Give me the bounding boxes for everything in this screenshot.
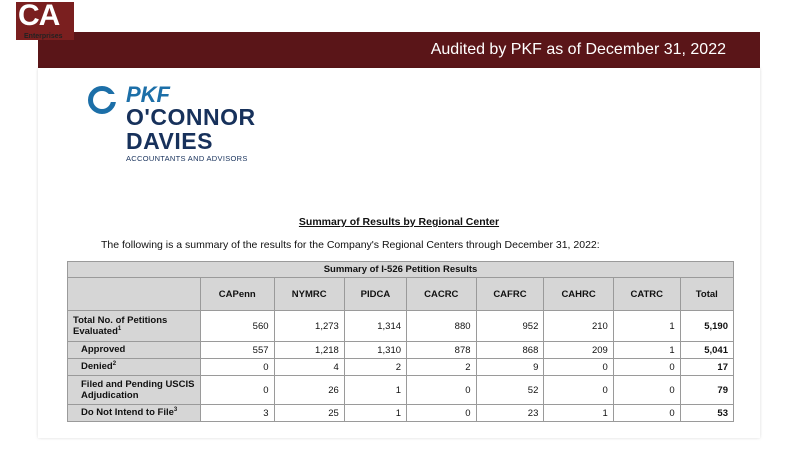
table-cell: 1: [613, 311, 680, 342]
table-row: [68, 405, 734, 422]
table-cell: 0: [613, 376, 680, 405]
table-cell: 0: [407, 405, 476, 422]
table-cell: 0: [613, 359, 680, 376]
column-header: CACRC: [407, 278, 476, 311]
table-cell: 210: [544, 311, 613, 342]
table-cell: 52: [476, 376, 544, 405]
audit-banner: [38, 32, 760, 68]
table-cell: 0: [613, 405, 680, 422]
document-title: Summary of Results by Regional Center: [298, 216, 500, 228]
total-cell: 79: [680, 376, 733, 405]
table-cell: 1: [613, 342, 680, 359]
table-cell: 878: [407, 342, 476, 359]
table-cell: 9: [476, 359, 544, 376]
table-cell: 1: [344, 405, 406, 422]
ca-logo-letters: CA: [18, 0, 60, 32]
table-cell: 209: [544, 342, 613, 359]
row-label: Denied$^2$: [68, 359, 201, 376]
ca-logo-subtitle: Enterprises: [24, 33, 63, 40]
table-cell: 880: [407, 311, 476, 342]
table-cell: 1,273: [274, 311, 344, 342]
total-cell: 53: [680, 405, 733, 422]
table-cell: 2: [407, 359, 476, 376]
table-cell: 0: [201, 376, 275, 405]
table-cell: 1: [544, 405, 613, 422]
table-row: [68, 359, 734, 376]
oconnor-wordmark: O'CONNOR: [126, 104, 256, 130]
table-cell: 557: [201, 342, 275, 359]
audit-banner-text: Audited by PKF as of December 31, 2022: [430, 41, 726, 58]
table-row: [68, 311, 734, 342]
table-cell: 3: [201, 405, 275, 422]
table-cell: 0: [201, 359, 275, 376]
table-cell: 0: [544, 359, 613, 376]
table-cell: 23: [476, 405, 544, 422]
table-cell: 1,314: [344, 311, 406, 342]
table-cell: 0: [544, 376, 613, 405]
column-header: NYMRC: [274, 278, 344, 311]
table-cell: 26: [274, 376, 344, 405]
pkf-oconnor-davies-logo: [86, 82, 276, 162]
column-header: CAFRC: [476, 278, 544, 311]
table-cell: 25: [274, 405, 344, 422]
davies-wordmark: DAVIES: [126, 128, 213, 154]
table-cell: 560: [201, 311, 275, 342]
table-row: [68, 342, 734, 359]
row-label: Do Not Intend to File$^3$: [68, 405, 201, 422]
table-cell: 1,218: [274, 342, 344, 359]
table-cell: 1,310: [344, 342, 406, 359]
column-header: CAHRC: [544, 278, 613, 311]
table-cell: 1: [344, 376, 406, 405]
corner-header-cell: [68, 278, 201, 311]
column-header: Total: [680, 278, 733, 311]
table-caption: Summary of I-526 Petition Results: [68, 262, 734, 278]
column-header: CATRC: [613, 278, 680, 311]
pkf-wordmark: PKF: [126, 82, 170, 107]
column-header: PIDCA: [344, 278, 406, 311]
table-cell: 4: [274, 359, 344, 376]
table-cell: 868: [476, 342, 544, 359]
logo-tagline: ACCOUNTANTS AND ADVISORS: [126, 154, 248, 163]
table-cell: 0: [407, 376, 476, 405]
total-cell: 17: [680, 359, 733, 376]
column-header: CAPenn: [201, 278, 275, 311]
petition-results-table: [67, 261, 734, 422]
total-cell: 5,190: [680, 311, 733, 342]
row-label: Approved: [68, 342, 201, 359]
row-label: Total No. of Petitions Evaluated$^1$: [68, 311, 201, 342]
table-cell: 2: [344, 359, 406, 376]
table-cell: 952: [476, 311, 544, 342]
row-label: Filed and Pending USCIS Adjudication: [68, 376, 201, 405]
document-intro: The following is a summary of the results for the Company's Regional Centers through December 31, 2022:: [101, 239, 600, 251]
table-row: [68, 376, 734, 405]
audit-document: [38, 68, 760, 438]
total-cell: 5,041: [680, 342, 733, 359]
